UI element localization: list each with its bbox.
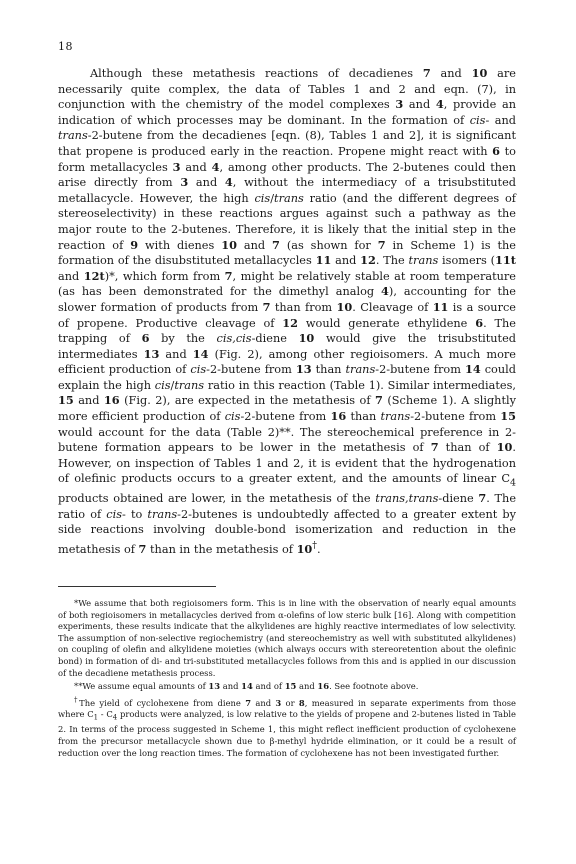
page-number: 18 <box>58 40 73 53</box>
body-text <box>58 66 516 557</box>
footnote-equal-amounts: **We assume equal amounts of 13 and 14 and of 15 and 16. See footnote above. <box>74 681 419 692</box>
footnotes <box>58 598 516 759</box>
body-paragraph: Although these metathesis reactions of decadienes 7 and 10 are necessarily quite complex, the data of Tables 1 and 2 and eqn. (7), in conjunction with the chemistry of the model complexes 3 and 4, provide an indication of which processes may be dominant. In the formation of cis- and trans-2-butene from the decadienes [eqn. (8), Tables 1 and 2], it is significant that propene is produced early in the reaction. Propene might react with 6 to form metallacycles 3 and 4, among other products. The 2-butenes could then arise directly from 3 and 4, without the intermediacy of a trisubstituted metallacycle. However, the high cis/trans ratio (and the different degrees of stereoselectivity) in these reactions argues against such a pathway as the major route to the 2-butenes. Therefore, it is likely that the initial step in the reaction of 9 with dienes 10 and 7 (as shown for 7 in Scheme 1) is the formation of the disubstituted metallacycles 11 and 12. The trans isomers (11t and 12t)*, which form from 7, might be relatively stable at room temperature (as has been demonstrated for the dimethyl analog 4), accounting for the slower formation of products from 7 than from 10. Cleavage of 11 is a source of propene. Productive cleavage of 12 would generate ethylidene 6. The trapping of 6 by the cis,cis-diene 10 would give the trisubstituted intermediates 13 and 14 (Fig. 2), among other regioisomers. A much more efficient production of cis-2-butene from 13 than trans-2-butene from 14 could explain the high cis/trans ratio in this reaction (Table 1). Similar intermediates, 15 and 16 (Fig. 2), are expected in the metathesis of 7 (Scheme 1). A slightly more efficient production of cis-2-butene from 16 than trans-2-butene from 15 would account for the data (Table 2)**. The stereochemical preference in 2-butene formation appears to be lower in the metathesis of 7 than of 10. However, on inspection of Tables 1 and 2, it is evident that the hydrogenation of olefinic products occurs to a greater extent, and the amounts of linear $C_4$ products obtained are lower, in the metathesis of the trans,trans-diene 7. The ratio of cis- to trans-2-butenes is undoubtedly affected to a greater extent by side reactions involving double-bond isomerization and reduction in the metathesis of 7 than in the metathesis of 10†. <box>58 66 517 556</box>
footnote-regioisomers: *We assume that both regioisomers form. This is in line with the observation of nearly equal amounts of both regioisomers in metallacycles derived from α-olefins of low steric bulk [16]. Along with competition experiments, these results indicate that the alkylidenes are highly reactive intermediates of low selectivity. The assumption of non-selective regiochemistry (and stereochemistry as well with substituted alkylidenes) on coupling of olefin and alkylidene moieties (which always occurs with stereoretention about the olefinic bond) in formation of di- and tri-substituted metallacycles follows from this and is applied in our discussion of the decadiene metathesis process. <box>58 598 516 678</box>
footnote-separator <box>58 586 216 587</box>
footnote-cyclohexene: †The yield of cyclohexene from diene 7 and 3 or 8, measured in separate experiments from those where $C_1 - C_4$ products were analyzed, is low relative to the yields of propene and 2-butenes listed in Table 2. In terms of the process suggested in Scheme 1, this might reflect inefficient production of cyclohexene from the precursor metallacycle shown due to β-methyl hydride elimination, or it could be a result of reduction over the long reaction times. The formation of cyclohexene has not been investigated further. <box>58 695 516 758</box>
